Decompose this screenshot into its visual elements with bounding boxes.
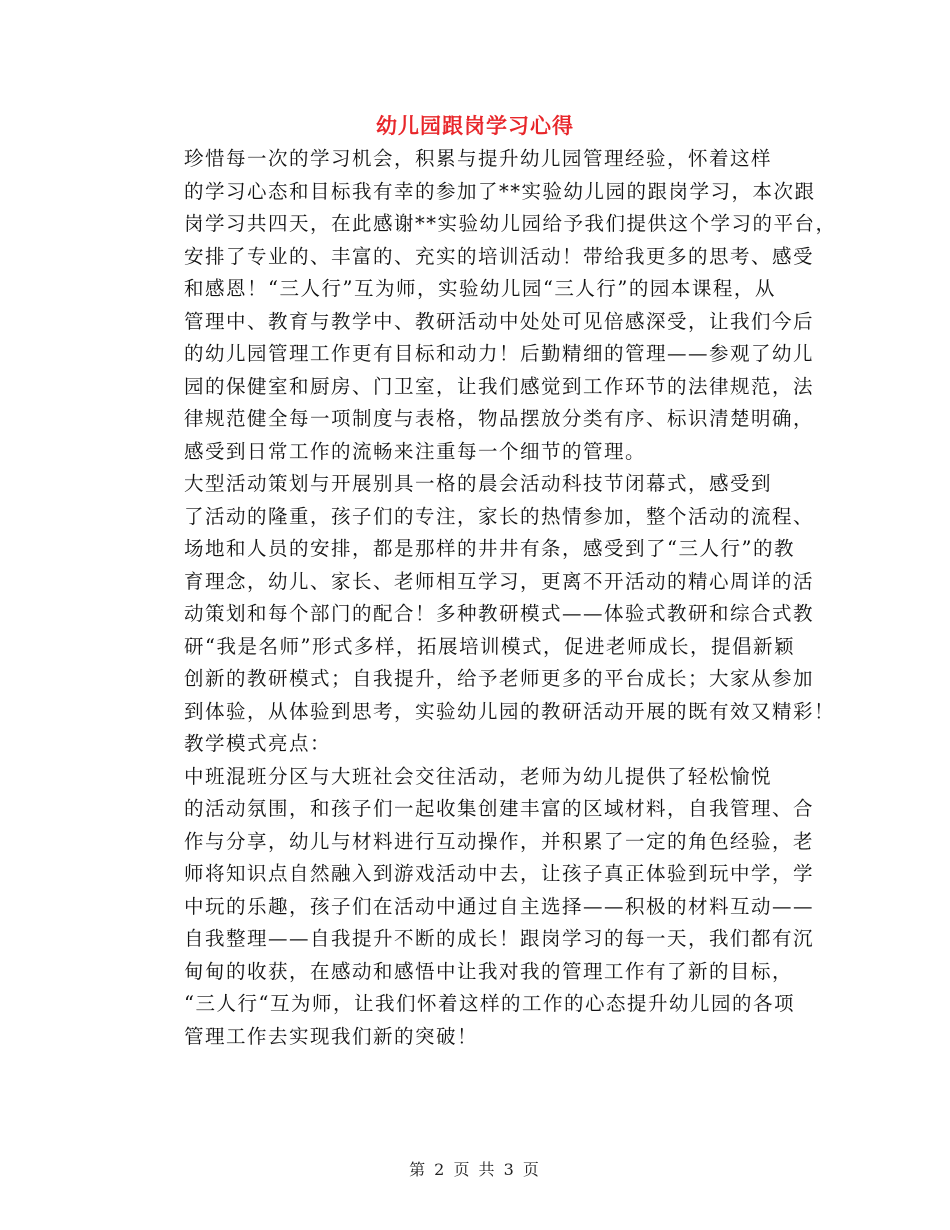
text-line: 育理念，幼儿、家长、老师相互学习，更离不开活动的精心周详的活 [184, 569, 815, 593]
text-line: “三人行“互为师，让我们怀着这样的工作的心态提升幼儿园的各项 [184, 992, 795, 1015]
text-line: 和感恩！“三人行”互为师，实验幼儿园“三人行”的园本课程，从 [184, 277, 776, 300]
paragraph [145, 761, 815, 1054]
text-line: 动策划和每个部门的配合！多种教研模式——体验式教研和综合式教 [184, 602, 815, 625]
text-line: 场地和人员的安排，都是那样的井井有条，感受到了“三人行”的教 [184, 537, 795, 560]
text-line: 感受到日常工作的流畅来注重每一个细节的管理。 [184, 439, 647, 463]
text-line: 中玩的乐趣，孩子们在活动中通过自主选择——积极的材料互动—— [184, 894, 815, 918]
text-line: 管理中、教育与教学中、教研活动中处处可见倍感深受，让我们今后 [184, 309, 815, 333]
text-line: 教学模式亮点： [184, 732, 332, 755]
document-body [145, 143, 837, 1053]
text-line: 珍惜每一次的学习机会，积累与提升幼儿园管理经验，怀着这样 [184, 147, 773, 170]
text-line: 到体验，从体验到思考，实验幼儿园的教研活动开展的既有效又精彩！ [184, 699, 836, 723]
text-line: 安排了专业的、丰富的、充实的培训活动！带给我更多的思考、感受 [184, 244, 815, 268]
text-line: 甸甸的收获，在感动和感悟中让我对我的管理工作有了新的目标， [184, 959, 794, 983]
text-line: 岗学习共四天，在此感谢**实验幼儿园给予我们提供这个学习的平台， [184, 212, 837, 235]
text-line: 研“我是名师”形式多样，拓展培训模式，促进老师成长，提倡新颖 [184, 634, 795, 658]
paragraph [145, 143, 837, 468]
text-line: 的活动氛围，和孩子们一起收集创建丰富的区域材料，自我管理、合 [184, 797, 815, 820]
text-line: 自我整理——自我提升不断的成长！跟岗学习的每一天，我们都有沉 [184, 927, 815, 950]
text-line: 大型活动策划与开展别具一格的晨会活动科技节闭幕式，感受到 [184, 472, 773, 495]
paragraph [145, 468, 836, 761]
page-number: 第 2 页 共 3 页 [409, 1160, 541, 1179]
text-line: 园的保健室和厨房、门卫室，让我们感觉到工作环节的法律规范，法 [184, 374, 815, 398]
text-line: 的学习心态和目标我有幸的参加了**实验幼儿园的跟岗学习，本次跟 [184, 179, 816, 203]
text-line: 师将知识点自然融入到游戏活动中去，让孩子真正体验到玩中学，学 [184, 862, 815, 885]
text-line: 了活动的隆重，孩子们的专注，家长的热情参加，整个活动的流程、 [184, 504, 815, 528]
text-line: 律规范健全每一项制度与表格，物品摆放分类有序、标识清楚明确， [184, 407, 815, 430]
text-line: 管理工作去实现我们新的突破！ [184, 1024, 479, 1048]
text-line: 中班混班分区与大班社会交往活动，老师为幼儿提供了轻松愉悦 [184, 764, 773, 788]
page-title: 幼儿园跟岗学习心得 [376, 114, 574, 138]
text-line: 的幼儿园管理工作更有目标和动力！后勤精细的管理——参观了幼儿 [184, 342, 815, 365]
text-line: 创新的教研模式；自我提升，给予老师更多的平台成长；大家从参加 [184, 667, 815, 690]
text-line: 作与分享，幼儿与材料进行互动操作，并积累了一定的角色经验，老 [184, 829, 815, 853]
